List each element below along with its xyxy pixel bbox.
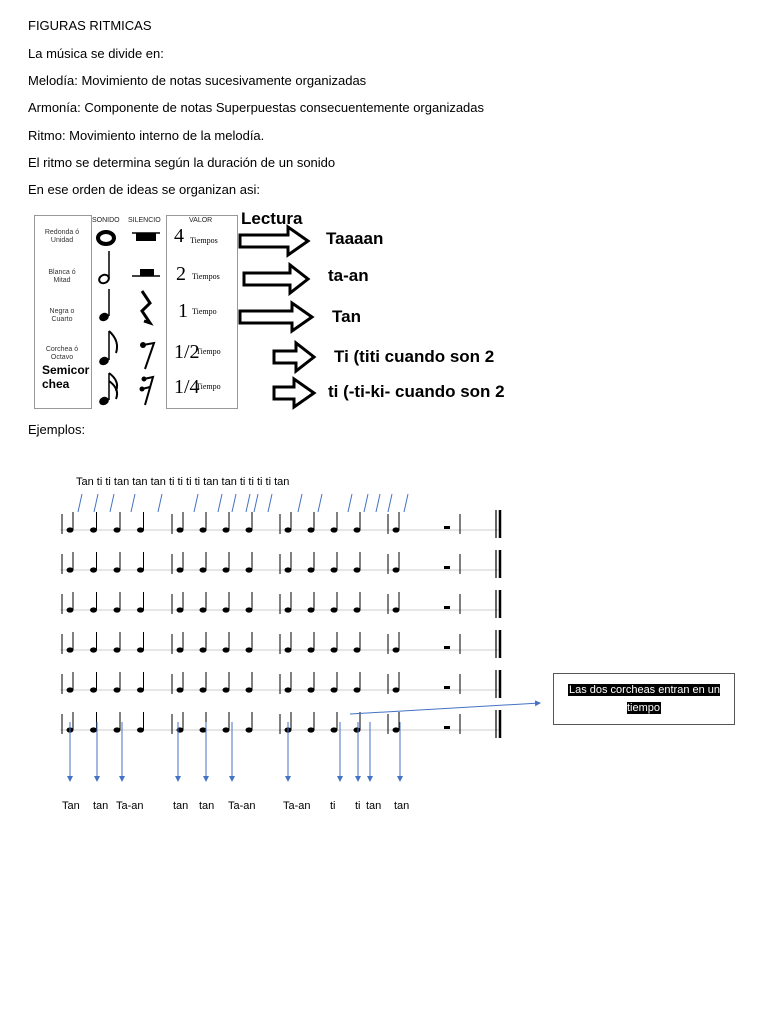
value-unit-3: Tiempo [192,307,217,316]
note-head [308,527,315,532]
rest [444,566,450,569]
note-head [223,727,230,732]
arrow-head [337,776,343,782]
syllable-arrow [388,494,392,512]
note-head [354,647,361,652]
arrow-head [229,776,235,782]
value-unit-2: Tiempos [192,272,220,281]
note-head [114,527,121,532]
note-head [308,567,315,572]
note-head [67,527,74,532]
syllable-arrow [158,494,162,512]
note-head [246,727,253,732]
syllable-arrow [404,494,408,512]
rest [444,686,450,689]
bottom-syllable: Ta-an [283,800,311,812]
syllable-arrow [194,494,198,512]
row-name-negra: Negra o Cuarto [49,308,75,323]
note-head [90,647,97,652]
syllable-arrow [318,494,322,512]
note-head [177,687,184,692]
note-head [331,607,338,612]
rest [444,526,450,529]
arrow-head [67,776,73,782]
note-head [177,607,184,612]
reading-2: ta-an [328,266,369,285]
bottom-syllable: Ta-an [228,800,256,812]
value-unit-4: Tiempo [196,347,221,356]
note-head [200,567,207,572]
note-head [354,567,361,572]
syllable-arrow [110,494,114,512]
note-head [354,607,361,612]
note-head [246,527,253,532]
syllable-arrow [94,494,98,512]
note-head [200,687,207,692]
note-head [137,527,144,532]
note-head [393,607,400,612]
header-sound: SONIDO [92,217,120,224]
note-head [354,727,361,732]
rest [444,726,450,729]
row-name-corchea: Corchea ó Octavo [45,346,79,361]
note-head [200,527,207,532]
note-head [90,687,97,692]
text-line-6: En ese orden de ideas se organizan asi: [28,182,260,197]
bottom-syllable: tan [394,800,410,812]
note-head [90,607,97,612]
arrow-icon [274,379,314,407]
row-name-blanca: Blanca ó Mitad [48,269,76,284]
bottom-syllable: tan [173,800,189,812]
arrow-icon [274,343,314,371]
lectura-label: Lectura [241,209,303,228]
note-head [246,607,253,612]
arrow-icon [244,265,308,293]
note-head [393,647,400,652]
note-head [177,647,184,652]
note-head [285,567,292,572]
note-head [137,687,144,692]
note-head [331,527,338,532]
syllable-arrow [218,494,222,512]
bottom-syllable: tan [93,800,109,812]
whole-rest-icon [136,233,156,241]
value-num-4: 1/2 [174,341,200,363]
arrow-head [367,776,373,782]
note-head [223,527,230,532]
arrow-head [203,776,209,782]
whole-note-icon [98,232,114,244]
note-head [137,727,144,732]
syllable-arrow [348,494,352,512]
note-head [223,567,230,572]
semicorchea-label: Semicor chea [42,363,90,391]
arrow-head [285,776,291,782]
doc-title: FIGURAS RITMICAS [28,18,152,33]
note-head [137,607,144,612]
arrow-head [94,776,100,782]
note-head [177,567,184,572]
syllable-arrow [254,494,258,512]
note-head [200,727,207,732]
note-head [177,527,184,532]
note-head [200,607,207,612]
arrow-head [397,776,403,782]
bottom-syllable: ti [330,800,336,812]
rhythm-score [40,470,510,820]
callout-text: Las dos corcheas entran en un tiempo [568,684,721,714]
note-head [331,567,338,572]
note-head [246,687,253,692]
note-head [114,647,121,652]
note-head [90,567,97,572]
note-head [285,607,292,612]
note-head [67,687,74,692]
note-head [90,727,97,732]
arrow-icon [240,303,312,331]
note-head [285,687,292,692]
value-unit-5: Tiempo [196,382,221,391]
note-head [114,567,121,572]
note-head [331,647,338,652]
note-head [308,647,315,652]
rest [444,646,450,649]
note-head [354,527,361,532]
value-num-1: 4 [174,225,184,247]
text-line-5: El ritmo se determina según la duración de un sonido [28,155,336,170]
note-head [114,687,121,692]
syllable-arrow [246,494,250,512]
callout-box [553,673,735,725]
rhythm-figures-table [34,211,534,411]
text-line-4: Ritmo: Movimiento interno de la melodía. [28,128,265,143]
bottom-syllable: Ta-an [116,800,144,812]
score-staff [40,490,510,820]
note-head [285,647,292,652]
rest [444,606,450,609]
arrow-icon [240,227,308,255]
note-head [331,687,338,692]
syllable-arrow [376,494,380,512]
note-head [137,647,144,652]
note-head [393,567,400,572]
note-head [223,607,230,612]
note-head [354,687,361,692]
syllable-arrow [131,494,135,512]
note-head [67,567,74,572]
note-head [223,687,230,692]
note-head [246,647,253,652]
arrow-head [175,776,181,782]
value-num-5: 1/4 [174,376,200,398]
quarter-rest-icon [142,291,150,323]
bottom-syllable: ti [355,800,361,812]
note-head [67,647,74,652]
note-head [393,727,400,732]
note-head [331,727,338,732]
syllable-arrow [232,494,236,512]
examples-label: Ejemplos: [28,422,86,437]
top-syllables: Tan ti ti tan tan tan ti ti ti ti tan tan ti ti ti ti tan [76,476,290,488]
note-head [200,647,207,652]
reading-1: Taaaan [326,229,384,248]
note-head [308,687,315,692]
value-num-3: 1 [178,300,188,322]
reading-5: ti (-ti-ki- cuando son 2 [328,382,505,401]
note-head [223,647,230,652]
arrow-head [355,776,361,782]
row-name-redonda: Redonda ó Unidad [44,229,80,244]
note-head [114,727,121,732]
syllable-arrow [364,494,368,512]
reading-arrows [238,211,338,411]
text-line-2: Melodía: Movimiento de notas sucesivamente organizadas [28,73,367,88]
syllable-arrow [268,494,272,512]
syllable-arrow [298,494,302,512]
note-head [67,607,74,612]
bottom-syllable: tan [366,800,382,812]
note-head [90,527,97,532]
note-head [114,607,121,612]
bottom-syllable: Tan [62,800,80,812]
text-line-1: La música se divide en: [28,46,164,61]
bottom-syllable: tan [199,800,215,812]
header-silence: SILENCIO [128,217,161,224]
note-head [308,727,315,732]
note-head [308,607,315,612]
header-value: VALOR [189,217,213,224]
value-unit-1: Tiempos [190,236,218,245]
syllable-arrow [78,494,82,512]
arrow-head [119,776,125,782]
note-head [393,527,400,532]
text-line-3: Armonía: Componente de notas Superpuestas consecuentemente organizadas [28,100,485,115]
note-head [137,567,144,572]
note-head [393,687,400,692]
half-rest-icon [140,269,154,276]
value-num-2: 2 [176,263,186,285]
reading-3: Tan [332,307,361,326]
note-head [246,567,253,572]
reading-4: Ti (titi cuando son 2 [334,347,495,366]
note-head [285,527,292,532]
